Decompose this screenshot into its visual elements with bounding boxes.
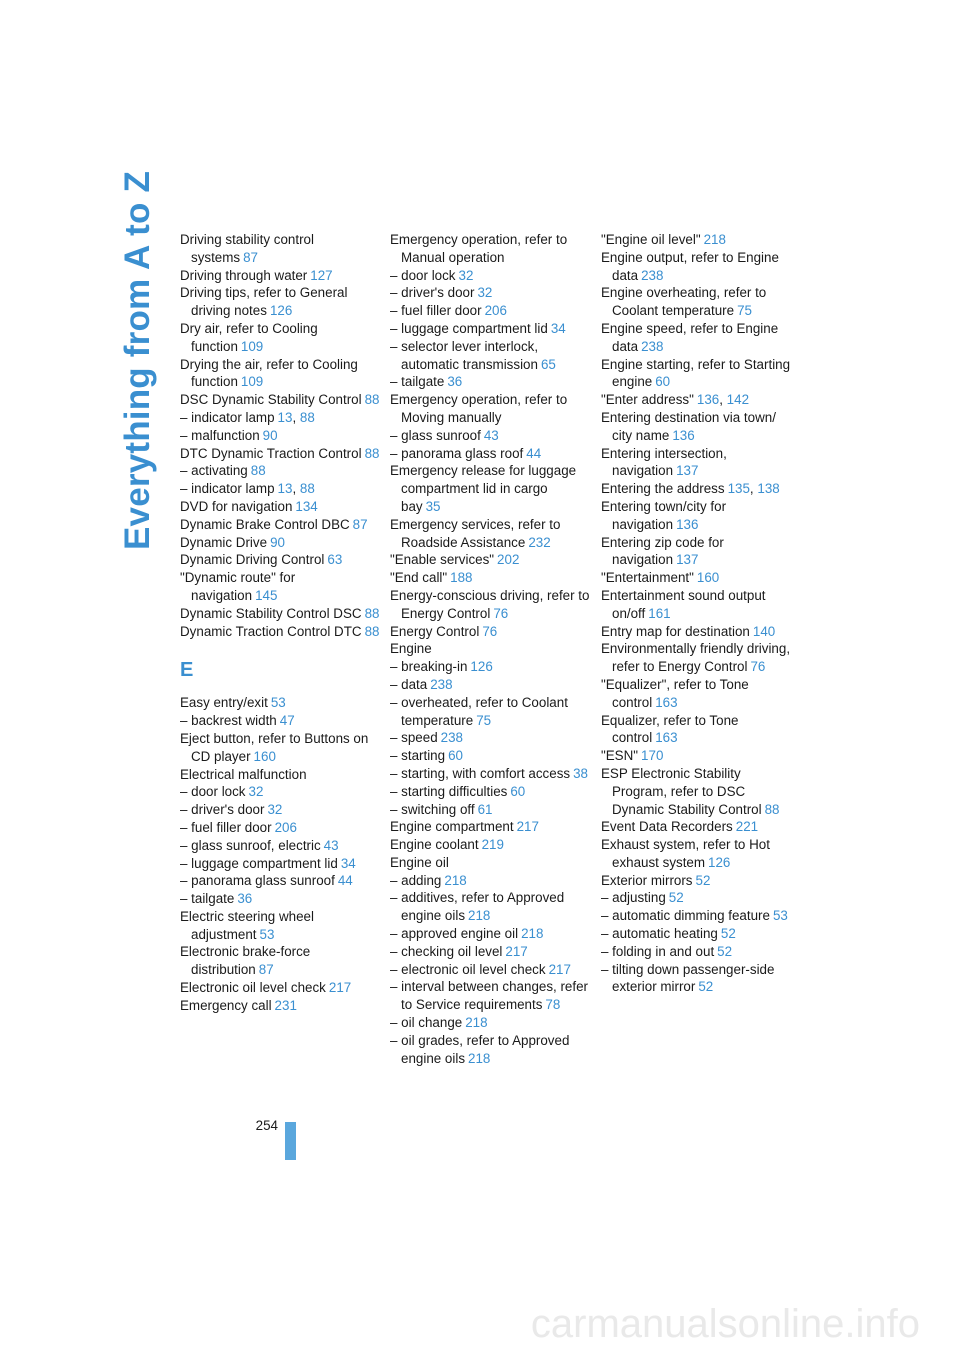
index-entry — [390, 978, 590, 1014]
page-link[interactable]: 202 — [497, 552, 520, 568]
page-link[interactable]: 44 — [526, 445, 542, 461]
page-link[interactable]: 163 — [655, 730, 678, 746]
page-link[interactable]: 160 — [253, 748, 276, 764]
index-entry-text: Energy Control — [390, 623, 480, 639]
page-link[interactable]: 160 — [696, 570, 720, 586]
index-entry-text: Entering zip code for navigation — [601, 534, 724, 568]
index-entry — [390, 889, 590, 925]
index-entry — [390, 801, 590, 819]
page-link[interactable]: 126 — [708, 854, 731, 870]
page-link[interactable]: 206 — [274, 819, 297, 835]
index-entry — [180, 837, 380, 855]
page-link[interactable]: 36 — [447, 374, 463, 390]
index-entry-text: "Enter address" — [601, 392, 694, 408]
index-entry-text: Event Data Recorders — [601, 819, 733, 835]
page-link[interactable]: 136 — [672, 427, 695, 443]
page-link[interactable]: 137 — [676, 463, 699, 479]
index-entry-text: Exterior mirrors — [601, 872, 693, 888]
index-entry — [601, 907, 795, 925]
index-entry — [390, 872, 590, 890]
index-entry — [601, 623, 795, 641]
index-entry-text: Drying the air, refer to Cooling function — [180, 356, 358, 390]
index-entry-text: Dynamic Drive — [180, 534, 268, 550]
index-entry-text: "Dynamic route" for navigation — [180, 570, 296, 603]
index-entry — [390, 231, 590, 267]
index-column-1 — [180, 231, 380, 1015]
page-link[interactable]: 60 — [448, 748, 463, 764]
index-entry — [180, 462, 380, 480]
index-entry — [180, 320, 380, 356]
watermark: carmanualsonline.info — [530, 1302, 920, 1346]
index-entry-text: – tilting down passenger-side exterior mirror — [601, 961, 775, 995]
index-entry — [390, 961, 590, 979]
index-entry — [390, 1014, 590, 1032]
index-entry-text: – starting, with comfort access — [390, 765, 571, 781]
index-entry — [390, 338, 590, 374]
index-entry-text: – oil change — [390, 1015, 463, 1031]
page-link[interactable]: 32 — [477, 285, 493, 301]
index-entry — [390, 445, 590, 463]
index-entry-text: – starting — [390, 748, 446, 764]
page-link[interactable]: 78 — [545, 997, 561, 1013]
index-entry — [601, 872, 795, 890]
index-entry-text: – switching off — [390, 801, 475, 817]
index-entry — [180, 694, 380, 712]
page-link[interactable]: 53 — [259, 926, 275, 942]
index-entry-text: – driver's door — [390, 285, 475, 301]
index-entry — [601, 445, 795, 481]
page-link[interactable]: 44 — [337, 873, 353, 889]
index-entry — [601, 818, 795, 836]
index-entry — [601, 320, 795, 356]
index-entry — [180, 783, 380, 801]
index-entry — [180, 908, 380, 944]
index-entry-text: Exhaust system, refer to Hot exhaust system — [601, 837, 770, 870]
page-link[interactable]: 217 — [548, 961, 571, 977]
page-link[interactable]: 127 — [310, 267, 333, 283]
index-entry-text: Emergency operation, refer to Moving manually — [390, 392, 568, 425]
index-entry-text: Engine — [390, 641, 432, 657]
index-entry — [601, 836, 795, 872]
index-entry-text: – automatic heating — [601, 926, 718, 942]
index-entry — [601, 712, 795, 748]
page-link[interactable]: 161 — [648, 605, 671, 621]
index-entry — [390, 320, 590, 338]
index-entry-text: Emergency services, refer to Roadside Assistance — [390, 516, 561, 550]
page-link[interactable]: 75 — [476, 712, 492, 728]
index-entry — [180, 409, 380, 427]
side-title: Everything from A to Z — [118, 170, 157, 550]
page-link[interactable]: 35 — [425, 498, 441, 514]
page-link[interactable]: 43 — [483, 427, 499, 443]
index-entry — [390, 818, 590, 836]
index-entry-text: – activating — [180, 463, 248, 479]
page-link[interactable]: 206 — [484, 303, 507, 319]
index-entry-text: DVD for navigation — [180, 498, 293, 514]
page-link[interactable]: 61 — [477, 801, 493, 817]
page-link[interactable]: 32 — [248, 784, 264, 800]
page-link[interactable]: 52 — [717, 943, 733, 959]
page-link[interactable]: 53 — [270, 695, 286, 711]
index-entry — [180, 979, 380, 997]
page-link[interactable]: 88 — [299, 481, 315, 497]
index-entry — [180, 997, 380, 1015]
index-entry — [180, 391, 380, 409]
index-entry-text: "Engine oil level" — [601, 232, 701, 247]
page-link[interactable]: 88 — [764, 801, 780, 817]
page-link[interactable]: 218 — [465, 1015, 488, 1031]
page-link[interactable]: 218 — [468, 908, 491, 924]
page-link[interactable]: 63 — [327, 552, 343, 568]
index-entry-text: – additives, refer to Approved engine oils — [390, 890, 565, 924]
index-entry — [180, 356, 380, 392]
index-entry-text: Emergency release for luggage compartment lid in cargo bay — [390, 463, 577, 514]
page-link[interactable]: 217 — [505, 943, 528, 959]
index-entry — [390, 569, 590, 587]
index-entry — [180, 445, 380, 463]
page-link[interactable]: 90 — [262, 427, 278, 443]
page-link[interactable]: 88 — [364, 445, 380, 461]
index-entry — [180, 890, 380, 908]
index-entry-text: Engine overheating, refer to Coolant temperature — [601, 285, 767, 319]
index-entry — [601, 747, 795, 765]
index-entry — [601, 498, 795, 534]
index-entry — [601, 925, 795, 943]
index-entry-text: Entering destination via town/ city name — [601, 409, 776, 443]
page-link[interactable]: 34 — [340, 855, 356, 871]
index-entry-text: Electrical malfunction — [180, 766, 307, 782]
index-entry — [390, 747, 590, 765]
index-entry-text: – backrest width — [180, 713, 277, 729]
page-link[interactable]: 13 — [277, 481, 293, 497]
index-entry-text: – starting difficulties — [390, 783, 508, 799]
index-entry-text: – luggage compartment lid — [390, 320, 548, 336]
page-link[interactable]: 221 — [735, 819, 759, 835]
index-entry — [180, 284, 380, 320]
section-letter: E — [180, 659, 194, 682]
page-separator: , — [749, 481, 758, 497]
index-entry — [601, 480, 795, 498]
page-link[interactable]: 43 — [323, 837, 339, 853]
index-entry — [180, 516, 380, 534]
page-link[interactable]: 32 — [458, 267, 474, 283]
index-entry-text: "Entertainment" — [601, 570, 694, 586]
page-link[interactable]: 36 — [237, 891, 253, 907]
index-entry — [390, 658, 590, 676]
page-link[interactable]: 218 — [521, 926, 544, 942]
page-link[interactable]: 232 — [528, 534, 551, 550]
page-link[interactable]: 126 — [269, 303, 293, 319]
page-link[interactable]: 52 — [668, 890, 684, 906]
index-entry-text: – panorama glass sunroof — [180, 873, 335, 889]
index-entry — [390, 943, 590, 961]
page-link[interactable]: 76 — [493, 605, 509, 621]
index-entry-text: – interval between changes, refer to Service requirements — [390, 979, 589, 1013]
index-entry-text: Entering town/city for navigation — [601, 498, 727, 532]
index-entry-text: Driving stability control systems — [180, 232, 314, 265]
index-entry-text: – door lock — [180, 784, 246, 800]
index-entry-text: – driver's door — [180, 802, 265, 818]
index-entry — [601, 356, 795, 392]
index-entry-text: Electronic brake-force distribution — [180, 944, 311, 978]
page-link[interactable]: 134 — [295, 498, 318, 514]
index-entry-text: "ESN" — [601, 748, 639, 764]
index-entry-text: – tailgate — [390, 374, 445, 390]
page-link[interactable]: 13 — [277, 409, 293, 425]
index-entry-text: Driving through water — [180, 267, 308, 283]
page-link[interactable]: 188 — [450, 570, 473, 586]
index-entry-text: Emergency call — [180, 997, 272, 1013]
index-entry — [601, 391, 795, 409]
page-link[interactable]: 218 — [703, 232, 726, 247]
index-entry — [180, 267, 380, 285]
index-entry-text: – panorama glass roof — [390, 445, 524, 461]
index-entry — [601, 284, 795, 320]
page-link[interactable]: 90 — [270, 534, 285, 550]
index-entry-text: DTC Dynamic Traction Control — [180, 445, 362, 461]
index-entry-text: – adjusting — [601, 890, 666, 906]
index-entry-text: – tailgate — [180, 891, 235, 907]
index-entry — [180, 730, 380, 766]
index-entry-text: – fuel filler door — [180, 819, 272, 835]
index-entry — [601, 889, 795, 907]
index-entry — [601, 587, 795, 623]
page-link[interactable]: 76 — [482, 623, 498, 639]
page-number: 254 — [255, 1118, 278, 1133]
page-separator: , — [719, 392, 727, 408]
index-entry-text: – oil grades, refer to Approved engine oils — [390, 1032, 570, 1066]
index-entry-text: – indicator lamp — [180, 481, 275, 497]
page-link[interactable]: 87 — [258, 962, 274, 978]
page-link[interactable]: 136 — [696, 392, 720, 408]
index-entry — [180, 480, 380, 498]
index-entry — [180, 819, 380, 837]
index-entry — [390, 836, 590, 854]
index-entry-text: – door lock — [390, 267, 456, 283]
index-entry-text: Engine output, refer to Engine data — [601, 249, 779, 283]
page-link[interactable]: 238 — [641, 267, 664, 283]
index-entry-text: Eject button, refer to Buttons on CD player — [180, 730, 369, 764]
index-entry-text: Dynamic Brake Control DBC — [180, 516, 350, 532]
index-entry — [601, 943, 795, 961]
index-entry — [180, 534, 380, 552]
page-link[interactable]: 87 — [352, 516, 368, 532]
index-entry-text: – electronic oil level check — [390, 961, 546, 977]
index-entry-text: Engine oil — [390, 854, 449, 870]
index-entry-text: – luggage compartment lid — [180, 855, 338, 871]
page-separator: , — [292, 481, 300, 497]
index-entry — [390, 694, 590, 730]
index-entry-text: – overheated, refer to Coolant temperature — [390, 694, 568, 728]
index-entry — [180, 623, 380, 641]
index-entry — [180, 498, 380, 516]
index-entry — [390, 267, 590, 285]
index-entry — [601, 569, 795, 587]
index-entry-text: – fuel filler door — [390, 303, 482, 319]
index-entry — [390, 783, 590, 801]
index-entry-text: Electronic oil level check — [180, 980, 326, 996]
index-entry-text: Electric steering wheel adjustment — [180, 908, 314, 942]
index-column-3 — [601, 231, 795, 996]
index-entry-text: Energy-conscious driving, refer to Energy Control — [390, 587, 590, 621]
index-entry-text: Engine compartment — [390, 819, 514, 835]
page-link[interactable]: 238 — [430, 676, 453, 692]
index-entry — [180, 943, 380, 979]
page-link[interactable]: 163 — [655, 694, 678, 710]
index-entry-text: Entertainment sound output on/off — [601, 587, 766, 621]
page-link[interactable]: 217 — [328, 980, 352, 996]
page-link[interactable]: 109 — [240, 374, 264, 390]
page-link[interactable]: 52 — [720, 926, 736, 942]
index-entry — [390, 551, 590, 569]
page-link[interactable]: 34 — [550, 320, 566, 336]
index-entry — [390, 462, 590, 515]
index-entry-text: Environmentally friendly driving, refer to Energy Control — [601, 641, 791, 675]
index-entry-text: "Enable services" — [390, 552, 495, 568]
index-entry-text: "Equalizer", refer to Tone control — [601, 676, 749, 710]
index-entry-text: Easy entry/exit — [180, 695, 268, 711]
page-link[interactable]: 231 — [274, 997, 297, 1013]
index-entry-text: Dynamic Traction Control DTC — [180, 623, 362, 639]
page-link[interactable]: 217 — [516, 819, 539, 835]
page-link[interactable]: 138 — [757, 481, 780, 497]
index-entry — [180, 551, 380, 569]
index-entry — [180, 872, 380, 890]
index-entry — [601, 409, 795, 445]
index-entry-text: – folding in and out — [601, 943, 715, 959]
index-entry-text: – adding — [390, 872, 442, 888]
page-link[interactable]: 145 — [255, 587, 278, 603]
page-separator: , — [292, 409, 300, 425]
index-entry-text: Dynamic Stability Control DSC — [180, 605, 362, 621]
page-link[interactable]: 170 — [641, 748, 664, 764]
index-entry — [390, 1032, 590, 1068]
index-entry-text: – automatic dimming feature — [601, 908, 770, 924]
index-entry-text: Equalizer, refer to Tone control — [601, 712, 739, 746]
page-link[interactable]: 140 — [752, 623, 776, 639]
page-link[interactable]: 38 — [573, 765, 588, 781]
page-link[interactable]: 65 — [540, 356, 556, 372]
index-entry-text: – approved engine oil — [390, 926, 519, 942]
page-link[interactable]: 76 — [750, 659, 766, 675]
index-entry — [180, 712, 380, 730]
page-link[interactable]: 75 — [737, 303, 752, 319]
page-marker-bar — [285, 1122, 296, 1160]
index-entry-text: – glass sunroof, electric — [180, 837, 321, 853]
page-link[interactable]: 218 — [468, 1050, 491, 1066]
page-link[interactable]: 52 — [698, 979, 714, 995]
index-column-2 — [390, 231, 590, 1067]
index-entry — [390, 302, 590, 320]
index-entry-text: Engine starting, refer to Starting engine — [601, 356, 791, 390]
index-entry — [601, 231, 795, 249]
index-entry-text: Dynamic Driving Control — [180, 552, 325, 568]
index-entry — [180, 569, 380, 605]
index-entry — [601, 961, 795, 997]
index-entry — [390, 765, 590, 783]
page-link[interactable]: 126 — [470, 659, 493, 675]
page-link[interactable]: 219 — [481, 837, 504, 853]
page-link[interactable]: 60 — [510, 783, 526, 799]
page-link[interactable]: 88 — [299, 409, 315, 425]
index-entry — [390, 427, 590, 445]
index-entry — [180, 231, 380, 267]
index-entry-text: DSC Dynamic Stability Control — [180, 392, 362, 408]
index-entry-text: ESP Electronic Stability Program, refer to DSC Dynamic Stability Control — [601, 765, 762, 817]
index-entry-text: Driving tips, refer to General driving notes — [180, 285, 348, 319]
index-entry — [390, 623, 590, 641]
index-entry — [180, 855, 380, 873]
index-entry — [601, 676, 795, 712]
page-link[interactable]: 32 — [267, 802, 283, 818]
index-entry — [180, 605, 380, 623]
index-entry-text: – malfunction — [180, 427, 260, 443]
page-link[interactable]: 142 — [726, 392, 750, 408]
index-entry-text: Engine speed, refer to Engine data — [601, 320, 779, 354]
page-link[interactable]: 218 — [444, 872, 467, 888]
index-entry-text: – checking oil level — [390, 943, 503, 959]
page-link[interactable]: 53 — [772, 908, 788, 924]
page-link[interactable]: 136 — [676, 516, 699, 532]
page-link[interactable]: 88 — [364, 605, 380, 621]
index-entry-text: – glass sunroof — [390, 427, 481, 443]
index-entry — [390, 391, 590, 427]
index-entry-text: – speed — [390, 730, 438, 746]
page-link[interactable]: 238 — [440, 730, 463, 746]
index-entry-text: – selector lever interlock, automatic transmission — [390, 338, 539, 372]
index-entry-text: Entry map for destination — [601, 623, 750, 639]
index-entry-text: – data — [390, 676, 428, 692]
index-entry-text: Entering intersection, navigation — [601, 445, 727, 479]
index-entry — [390, 729, 590, 747]
index-entry-text: Dry air, refer to Cooling function — [180, 320, 318, 354]
index-entry — [390, 373, 590, 391]
index-entry — [390, 676, 590, 694]
index-entry-text: Engine coolant — [390, 837, 479, 853]
index-entry — [390, 587, 590, 623]
index-entry-text: – breaking-in — [390, 659, 468, 675]
page-link[interactable]: 88 — [364, 392, 380, 408]
page-link[interactable]: 109 — [240, 338, 264, 354]
page-link[interactable]: 88 — [250, 463, 266, 479]
index-entry — [390, 284, 590, 302]
index-entry — [601, 640, 795, 676]
page-link[interactable]: 135 — [727, 481, 750, 497]
page-link[interactable]: 88 — [364, 623, 380, 639]
index-entry — [390, 516, 590, 552]
index-entry — [180, 801, 380, 819]
index-entry — [601, 765, 795, 818]
page-link[interactable]: 60 — [655, 374, 671, 390]
page-link[interactable]: 238 — [641, 338, 664, 354]
index-entry — [180, 427, 380, 445]
index-entry — [390, 640, 590, 658]
page-link[interactable]: 137 — [676, 552, 699, 568]
index-entry-text: – indicator lamp — [180, 409, 275, 425]
index-entry — [601, 249, 795, 285]
page-link[interactable]: 87 — [243, 249, 259, 265]
index-entry — [390, 925, 590, 943]
index-entry-text: Emergency operation, refer to Manual operation — [390, 232, 568, 265]
index-entry — [601, 534, 795, 570]
page-link[interactable]: 52 — [695, 872, 711, 888]
index-entry-text: Entering the address — [601, 481, 725, 497]
index-entry — [390, 854, 590, 872]
page-link[interactable]: 47 — [279, 713, 295, 729]
index-entry-text: "End call" — [390, 570, 448, 586]
index-entry — [180, 766, 380, 784]
